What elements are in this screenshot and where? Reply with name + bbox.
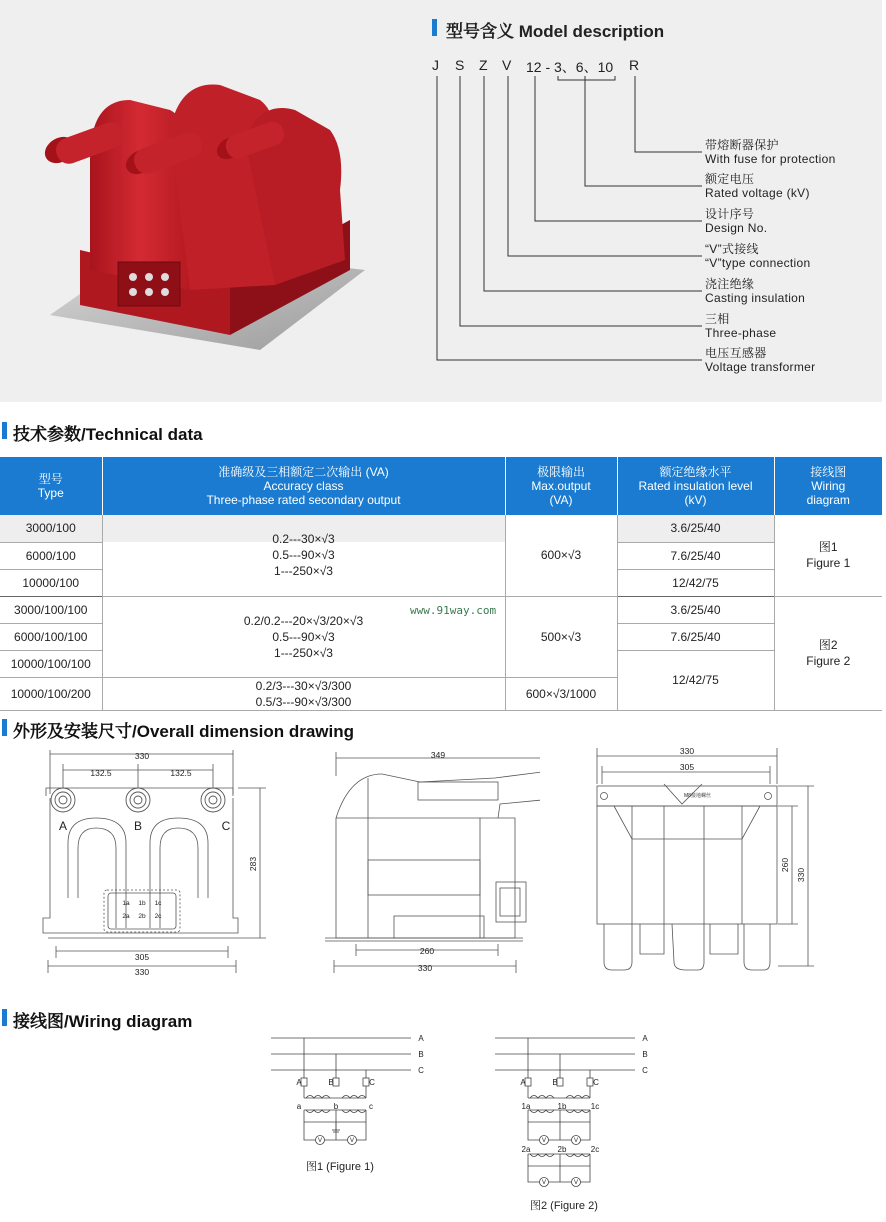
model-letter: J (432, 57, 439, 73)
side-view-drawing (320, 748, 540, 980)
th-insulation: 额定绝缘水平 Rated insulation level (kV) (617, 457, 774, 515)
phase-label-b: B (133, 819, 143, 833)
dimension-title: 外形及安装尺寸/Overall dimension drawing (13, 722, 354, 741)
secondary-label: 2c (590, 1145, 600, 1154)
model-label-vt: 电压互感器 Voltage transformer (705, 346, 816, 374)
secondary-label: 1a (521, 1102, 531, 1111)
cell-insulation: 3.6/25/40 (617, 515, 774, 542)
bus-label-b: B (642, 1050, 648, 1059)
secondary-label: 2a (521, 1145, 531, 1154)
model-letter: S (455, 57, 465, 73)
secondary-label: 2b (557, 1145, 567, 1154)
primary-label: C (369, 1078, 375, 1087)
cell-figure: 图1 Figure 1 (774, 515, 882, 596)
model-label-voltage: 额定电压 Rated voltage (kV) (705, 172, 810, 200)
th-type: 型号 Type (0, 457, 102, 515)
cell-max-output: 600×√3 (505, 515, 617, 596)
model-letter: R (629, 57, 640, 73)
dim-back-top-outer: 330 (679, 746, 695, 756)
table-header-row (0, 457, 882, 515)
dim-front-height: 283 (248, 856, 258, 872)
dim-front-bottom-outer: 330 (134, 967, 150, 977)
cell-type: 10000/100/200 (0, 677, 102, 710)
cell-type: 6000/100/100 (0, 623, 102, 650)
th-accuracy: 准确级及三相额定二次输出 (VA) Accuracy class Three-phase rated secondary output (102, 457, 505, 515)
wiring-figure-2 (490, 1030, 660, 1190)
bus-label-b: B (418, 1050, 424, 1059)
secondary-label: c (369, 1102, 373, 1111)
front-view-drawing (38, 748, 278, 980)
model-title-bar (432, 19, 437, 36)
cell-type: 3000/100 (0, 515, 102, 542)
cell-insulation: 12/42/75 (617, 650, 774, 710)
terminal-label: 1b (138, 900, 146, 907)
cell-insulation: 7.6/25/40 (617, 542, 774, 569)
dim-front-bottom-inner: 305 (134, 952, 150, 962)
technical-table (0, 457, 882, 711)
dim-front-right-half: 132.5 (170, 768, 192, 778)
secondary-label: 1b (557, 1102, 567, 1111)
cell-max-output: 600×√3/1000 (505, 677, 617, 710)
primary-label: B (328, 1078, 334, 1087)
bus-label-c: C (642, 1066, 648, 1075)
model-label-fuse: 带熔断器保护 With fuse for protection (705, 138, 836, 166)
primary-label: B (552, 1078, 558, 1087)
dim-back-height-inner: 260 (780, 857, 790, 873)
model-letter: 12 - 3、6、10 (526, 59, 614, 75)
primary-label: A (296, 1078, 302, 1087)
figure-1-caption: 图1 (Figure 1) (306, 1161, 374, 1173)
cell-insulation: 7.6/25/40 (617, 623, 774, 650)
dim-back-height-outer: 330 (796, 867, 806, 883)
dim-front-left-half: 132.5 (90, 768, 112, 778)
bus-label-a: A (418, 1034, 424, 1043)
voltmeter-label: V (541, 1180, 547, 1186)
cell-type: 10000/100 (0, 569, 102, 596)
model-label-three-phase: 三相 Three-phase (705, 312, 777, 340)
dim-side-bottom-inner: 260 (419, 946, 435, 956)
model-connector-lines (430, 74, 850, 374)
terminal-label: 1c (154, 900, 162, 907)
dim-side-top: 349 (430, 750, 446, 760)
phase-label-a: A (58, 819, 68, 833)
voltmeter-label: V (573, 1180, 579, 1186)
voltmeter-label: V (349, 1138, 355, 1144)
dim-front-top: 330 (134, 751, 150, 761)
model-label-casting: 浇注绝缘 Casting insulation (705, 277, 806, 305)
bus-label-a: A (642, 1034, 648, 1043)
phase-label-c: C (221, 819, 231, 833)
cell-figure: 图2 Figure 2 (774, 596, 882, 710)
tech-title-bar (2, 422, 7, 439)
dimension-title-bar (2, 719, 7, 736)
wiring-title-bar (2, 1009, 7, 1026)
back-view-drawing (592, 744, 832, 980)
cell-insulation: 12/42/75 (617, 569, 774, 596)
table-row (0, 515, 882, 542)
cell-accuracy: 0.2/3---30×√3/300 0.5/3---90×√3/300 (102, 677, 505, 710)
product-image (30, 70, 370, 360)
tech-title: 技术参数/Technical data (13, 425, 203, 444)
cell-accuracy: 0.2---30×√3 0.5---90×√3 1---250×√3 (102, 515, 505, 596)
cell-insulation: 3.6/25/40 (617, 596, 774, 623)
th-max-output: 极限输出 Max.output (VA) (505, 457, 617, 515)
ground-screw-note: M8接地螺丝 (684, 793, 711, 799)
cell-type: 6000/100 (0, 542, 102, 569)
cell-type: 10000/100/100 (0, 650, 102, 677)
dim-side-bottom-outer: 330 (417, 963, 433, 973)
dim-back-top-inner: 305 (679, 762, 695, 772)
model-letter: Z (479, 57, 488, 73)
model-label-v-type: “V”式接线 “V”type connection (705, 242, 811, 270)
terminal-label: 1a (122, 900, 130, 907)
terminal-label: 2c (154, 913, 162, 920)
secondary-label: 1c (590, 1102, 600, 1111)
secondary-label: b (333, 1102, 339, 1111)
figure-2-caption: 图2 (Figure 2) (530, 1200, 598, 1212)
voltmeter-label: V (573, 1138, 579, 1144)
voltmeter-label: V (541, 1138, 547, 1144)
model-label-design: 设计序号 Design No. (705, 207, 768, 235)
cell-accuracy: 0.2/0.2---20×√3/20×√3 0.5---90×√3 1---250×√3 (102, 596, 505, 677)
cell-max-output: 500×√3 (505, 596, 617, 677)
model-letter: V (502, 57, 512, 73)
voltmeter-label: V (317, 1138, 323, 1144)
cell-type: 3000/100/100 (0, 596, 102, 623)
model-title: 型号含义 Model description (446, 22, 665, 41)
primary-label: C (593, 1078, 599, 1087)
terminal-label: 2a (122, 913, 130, 920)
primary-label: A (520, 1078, 526, 1087)
terminal-label: 2b (138, 913, 146, 920)
bus-label-c: C (418, 1066, 424, 1075)
wiring-title: 接线图/Wiring diagram (13, 1012, 193, 1031)
watermark: www.91way.com (410, 604, 497, 617)
secondary-label: a (296, 1102, 302, 1111)
th-wiring: 接线图 Wiring diagram (774, 457, 882, 515)
